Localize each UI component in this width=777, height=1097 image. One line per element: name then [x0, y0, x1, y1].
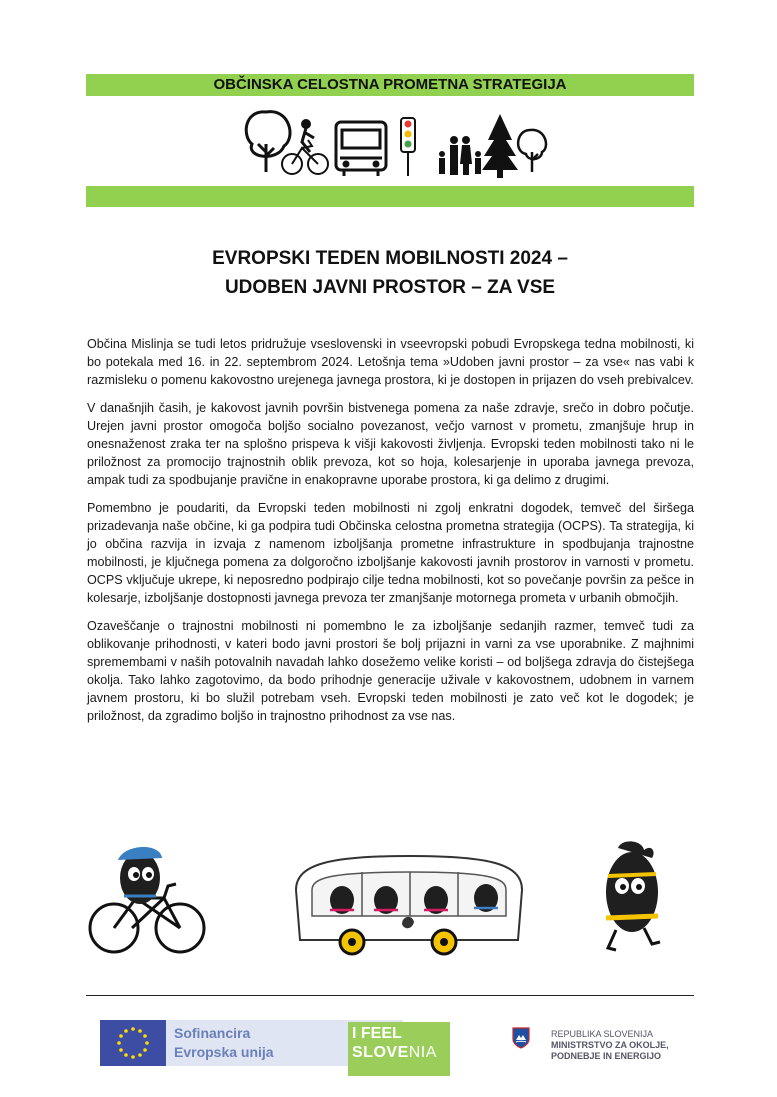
tree-icon: [246, 112, 290, 172]
header-banner-bottom: [86, 186, 694, 207]
article-body: [87, 335, 694, 735]
paragraph: Občina Mislinja se tudi letos pridružuje vseslovenski in vseevropski pobudi Evropskega tedna mobilnosti, ki bo potekala med 16. in 22. septembrom 2024. Letošnja tema »Udoben javni prostor – za vse« nas vabi k razmisleku o pomenu kakovostno urejenega javnega prostora, ki je dostopen in prijazen do vseh prebivalcev.: [87, 337, 694, 387]
pine-tree-icon: [482, 114, 518, 178]
cyclist-mascot-illustration: [84, 842, 214, 960]
traffic-light-icon: [401, 118, 415, 176]
page-title: [86, 244, 694, 302]
title-line-2: UDOBEN JAVNI PROSTOR – ZA VSE: [224, 277, 556, 298]
eu-cofunding-text: [174, 1024, 274, 1062]
ifs-line-2: [352, 1044, 437, 1062]
paragraph: V današnjih časih, je kakovost javnih površin bistvenega pomena za naše zdravje, srečo in dobro počutje. Urejen javni prostor omogoča boljšo socialno povezanost, večjo varnost v prometu, zmanjšuje hrup in onesnaženost zraka ter na splošno prispeva k višji kakovosti življenja. Evropski teden mobilnosti tako ni le priložnost za promocijo trajnostnih oblik prevoza, kot so hoja, kolesarjenje in uporaba javnega prevoza, ampak tudi za spodbujanje pravične in enakopravne uporabe prostora, ki ga delimo z drugimi.: [87, 401, 694, 487]
mobility-icons: [236, 100, 548, 182]
ifs-line-2b: NIA: [408, 1044, 437, 1061]
banner-title: OBČINSKA CELOSTNA PROMETNA STRATEGIJA: [213, 76, 567, 93]
paragraph: Ozaveščanje o trajnostni mobilnosti ni pomembno le za izboljšanje sedanjih razmer, temveč tudi za oblikovanje prihodnosti, v kateri bodo javni prostori še bolj prijazni in varni za vse uporabnike. Z majhnimi spremembami v naših potovalnih navadah lahko dosežemo velike koristi – od boljšega zdravja do čistejšega okolja. Tako lahko zagotovimo, da bodo prihodnje generacije uživale v kakovostnem, udobnem in varnem javnem prostoru, ki bo služil potrebam vseh. Evropski teden mobilnosti je zato več kot le dogodek; je priložnost, da zgradimo boljšo in trajnostno prihodnost za vse nas.: [87, 619, 694, 723]
title-line-1: EVROPSKI TEDEN MOBILNOSTI 2024 –: [212, 248, 568, 269]
footer-divider: [86, 995, 694, 996]
runner-mascot-illustration: [592, 838, 672, 958]
tree-icon: [518, 130, 546, 172]
header-banner: [86, 74, 694, 96]
ministry-line-1: REPUBLIKA SLOVENIJA: [551, 1029, 654, 1039]
ministry-line-2: MINISTRSTVO ZA OKOLJE,: [551, 1040, 669, 1050]
eu-flag-icon: [100, 1020, 166, 1066]
i-feel-slovenia-logo: [348, 1022, 450, 1076]
paragraph: Pomembno je poudariti, da Evropski teden mobilnosti ni zgolj enkratni dogodek, temveč del širšega prizadevanja naše občine, ki ga podpira tudi Občinska celostna prometna strategija (OCPS). Ta strategija, ki jo občina razvija in izvaja z namenom izboljšanja prometne infrastrukture in spodbujanja trajnostne mobilnosti, je ključnega pomena za dolgoročno izboljšanje kakovosti javnih prostorov in varnosti v prometu. OCPS vključuje ukrepe, ki neposredno podpirajo cilje tedna mobilnosti, kot so povečanje površin za pešce in kolesarje, izboljšanje dostopnosti javnega prevoza ter zmanjšanje motornega prometa v urbanih območjih.: [87, 501, 694, 605]
eu-text-line-2: Evropska unija: [174, 1044, 274, 1060]
ministry-logo-text: [551, 1029, 669, 1062]
ministry-line-3: PODNEBJE IN ENERGIJO: [551, 1051, 662, 1061]
eu-text-line-1: Sofinancira: [174, 1025, 251, 1041]
slovenia-coat-of-arms-icon: [512, 1027, 530, 1049]
ifs-line-2a: SLOVE: [352, 1044, 409, 1061]
bus-mascots-illustration: [290, 850, 528, 960]
bus-icon: [336, 122, 386, 176]
ifs-line-1: I FEEL: [352, 1025, 402, 1042]
family-icon: [439, 136, 481, 175]
